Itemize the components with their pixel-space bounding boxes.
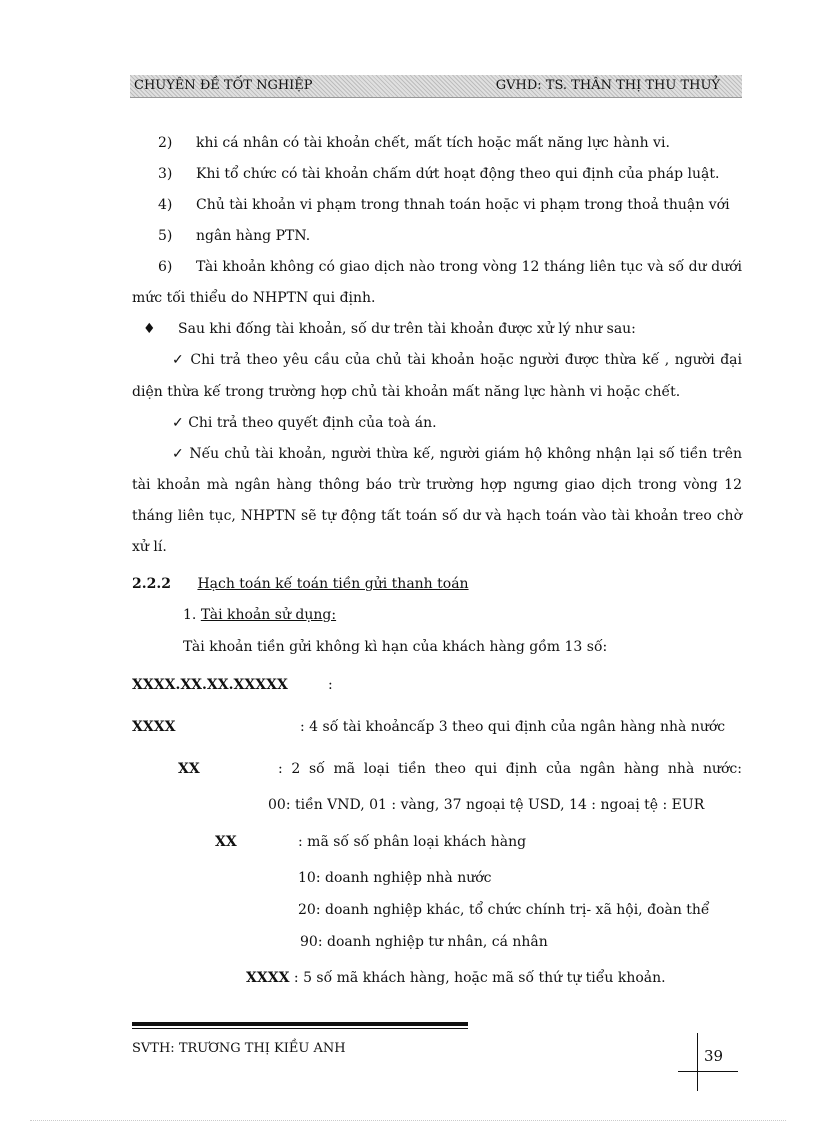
diamond-bullet-text: Sau khi đống tài khoản, số dư trên tài khoản được xử lý như sau:	[178, 321, 636, 337]
list-item-text: ngân hàng PTN.	[196, 228, 311, 244]
diamond-bullet-line	[143, 319, 636, 339]
code-option: 10: doanh nghiệp nhà nước	[298, 870, 492, 886]
check-item-text: Nếu chủ tài khoản, người thừa kế, người giám hộ không nhận lại số tiền trên	[189, 446, 742, 462]
check-item-text: Chi trả theo yêu cầu của chủ tài khoản hoặc người được thừa kế , người đại	[190, 352, 743, 368]
list-item-number: 4)	[158, 197, 173, 213]
list-item	[158, 164, 719, 184]
code-description: : 4 số tài khoảncấp 3 theo qui định của ngân hàng nhà nước	[300, 719, 726, 735]
list-item	[158, 257, 742, 277]
check-icon: ✓	[172, 352, 185, 368]
list-item-number: 3)	[158, 166, 173, 182]
check-item-line	[172, 444, 742, 464]
header-right: GVHD: TS. THÂN THỊ THU THUỶ	[495, 78, 720, 93]
code-format-colon: :	[328, 677, 333, 693]
list-item-text: khi cá nhân có tài khoản chết, mất tích hoặc mất năng lực hành vi.	[196, 135, 670, 151]
page-number-horizontal-rule	[678, 1071, 738, 1072]
footer-rule-thin	[132, 1028, 468, 1029]
code-description: : mã số số phân loại khách hàng	[298, 834, 527, 850]
code-format: XXXX.XX.XX.XXXXX	[132, 677, 288, 693]
list-item-number: 6)	[158, 259, 173, 275]
code-option: 90: doanh nghiệp tư nhân, cá nhân	[300, 934, 548, 950]
code-label: XX	[178, 761, 200, 777]
list-item-number: 2)	[158, 135, 173, 151]
check-item-text: Chi trả theo quyết định của toà án.	[188, 415, 437, 431]
check-item-continuation: diện thừa kế trong trường hợp chủ tài khoản mất năng lực hành vi hoặc chết.	[132, 384, 681, 400]
section-heading	[132, 574, 469, 594]
list-item-text: Chủ tài khoản vi phạm trong thnah toán hoặc vi phạm trong thoả thuận với	[196, 197, 730, 213]
page-number-vertical-rule	[697, 1033, 698, 1091]
footer-author: SVTH: TRƯƠNG THỊ KIỀU ANH	[132, 1041, 346, 1056]
code-description-continuation: 00: tiền VND, 01 : vàng, 37 ngoại tệ USD, 14 : ngoaị tệ : EUR	[268, 797, 705, 813]
subsection-heading	[183, 605, 336, 625]
page-bottom-dotted-border	[30, 1120, 786, 1121]
code-option: 20: doanh nghiệp khác, tổ chức chính trị- xã hội, đoàn thể	[298, 902, 710, 918]
list-item-text: Tài khoản không có giao dịch nào trong vòng 12 tháng liên tục và số dư dưới	[196, 259, 742, 275]
list-item-number: 5)	[158, 228, 173, 244]
check-item-line	[172, 413, 437, 433]
check-item-continuation: tài khoản mà ngân hàng thông báo trừ trường hợp ngưng giao dịch trong vòng 12	[132, 477, 742, 493]
check-item-line	[172, 350, 742, 370]
section-title: Hạch toán kế toán tiền gửi thanh toán	[197, 576, 469, 592]
list-item-text: Khi tổ chức có tài khoản chấm dứt hoạt động theo qui định của pháp luật.	[196, 166, 720, 182]
section-number: 2.2.2	[132, 576, 171, 592]
code-label: XXXX	[246, 970, 290, 986]
check-icon: ✓	[172, 415, 184, 431]
subsection-title: Tài khoản sử dụng:	[200, 607, 337, 623]
check-item-continuation: xử lí.	[132, 539, 167, 555]
diamond-bullet-icon: ♦	[143, 321, 156, 337]
check-item-continuation: tháng liên tục, NHPTN sẽ tự động tất toán số dư và hạch toán vào tài khoản treo chờ	[132, 508, 742, 524]
code-label: XX	[215, 834, 237, 850]
code-description: : 2 số mã loại tiền theo qui định của ngân hàng nhà nước:	[278, 761, 742, 777]
list-item	[158, 195, 730, 215]
list-item-continuation: mức tối thiểu do NHPTN qui định.	[132, 290, 376, 306]
code-line	[246, 968, 666, 988]
code-label: XXXX	[132, 719, 176, 735]
footer-rule-thick	[132, 1022, 468, 1026]
page-number: 39	[704, 1047, 724, 1065]
code-description: : 5 số mã khách hàng, hoặc mã số thứ tự tiểu khoản.	[293, 970, 666, 986]
check-icon: ✓	[172, 446, 185, 462]
list-item	[158, 226, 310, 246]
list-item	[158, 133, 670, 153]
subsection-number: 1.	[183, 607, 197, 623]
header-left: CHUYÊN ĐỀ TỐT NGHIỆP	[134, 78, 313, 93]
page-header	[130, 75, 742, 98]
intro-text: Tài khoản tiền gửi không kì hạn của khách hàng gồm 13 số:	[183, 639, 608, 655]
